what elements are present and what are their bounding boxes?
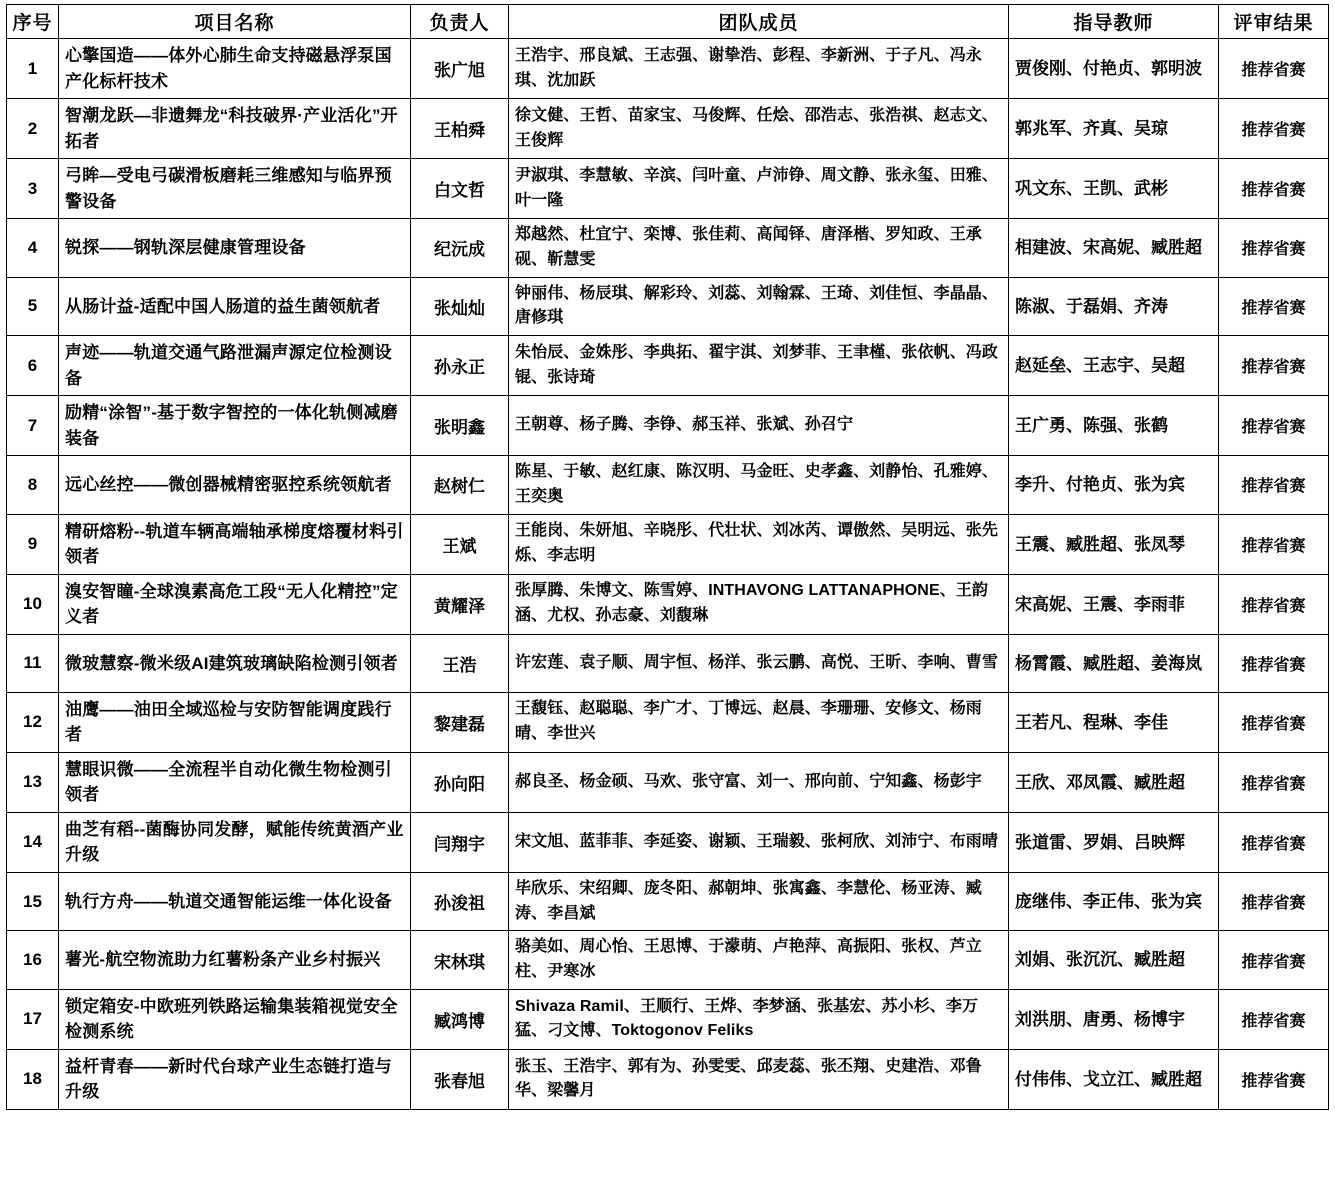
- cell-index: 17: [7, 989, 59, 1049]
- cell-result: 推荐省赛: [1219, 159, 1329, 219]
- cell-members: 宋文旭、蓝菲菲、李延姿、谢颖、王瑞毅、张柯欣、刘沛宁、布雨晴: [509, 812, 1009, 872]
- cell-leader: 张春旭: [411, 1049, 509, 1109]
- cell-leader: 王斌: [411, 514, 509, 574]
- cell-result: 推荐省赛: [1219, 872, 1329, 931]
- cell-members: 徐文健、王哲、苗家宝、马俊辉、任烩、邵浩志、张浩祺、赵志文、王俊辉: [509, 99, 1009, 159]
- cell-mentors: 张道雷、罗娟、吕映辉: [1009, 812, 1219, 872]
- cell-members: Shivaza Ramil、王顺行、王烨、李梦涵、张基宏、苏小杉、李万猛、刁文博、Toktogonov Feliks: [509, 989, 1009, 1049]
- cell-project: 锁定箱安-中欧班列铁路运输集装箱视觉安全检测系统: [59, 989, 411, 1049]
- table-row: [7, 574, 1329, 634]
- cell-leader: 张明鑫: [411, 396, 509, 456]
- cell-project: 从肠计益-适配中国人肠道的益生菌领航者: [59, 277, 411, 336]
- cell-leader: 黄耀泽: [411, 574, 509, 634]
- cell-mentors: 陈淑、于磊娟、齐涛: [1009, 277, 1219, 336]
- review-results-table: [6, 4, 1329, 1110]
- table-row: [7, 396, 1329, 456]
- column-header-result: 评审结果: [1219, 5, 1329, 39]
- table-body: [7, 39, 1329, 1110]
- column-header-leader: 负责人: [411, 5, 509, 39]
- table-row: [7, 752, 1329, 812]
- cell-index: 7: [7, 396, 59, 456]
- cell-members: 陈星、于敏、赵红康、陈汉明、马金旺、史孝鑫、刘静怡、孔雅婷、王奕奥: [509, 456, 1009, 515]
- cell-result: 推荐省赛: [1219, 39, 1329, 99]
- table-row: [7, 39, 1329, 99]
- cell-members: 张玉、王浩宇、郭有为、孙雯雯、邱麦蕊、张丕翔、史建浩、邓鲁华、梁馨月: [509, 1049, 1009, 1109]
- cell-result: 推荐省赛: [1219, 634, 1329, 692]
- cell-mentors: 王广勇、陈强、张鹤: [1009, 396, 1219, 456]
- cell-members: 尹淑琪、李慧敏、辛滨、闫叶童、卢沛铮、周文静、张永玺、田雅、叶一隆: [509, 159, 1009, 219]
- cell-project: 薯光-航空物流助力红薯粉条产业乡村振兴: [59, 931, 411, 990]
- cell-project: 心擎国造——体外心肺生命支持磁悬浮泵国产化标杆技术: [59, 39, 411, 99]
- cell-project: 智潮龙跃—非遗舞龙“科技破界·产业活化”开拓者: [59, 99, 411, 159]
- cell-result: 推荐省赛: [1219, 396, 1329, 456]
- table-row: [7, 931, 1329, 990]
- cell-mentors: 宋高妮、王震、李雨菲: [1009, 574, 1219, 634]
- cell-members: 毕欣乐、宋绍卿、庞冬阳、郝朝坤、张寓鑫、李慧伦、杨亚涛、臧涛、李昌斌: [509, 872, 1009, 931]
- table-row: [7, 456, 1329, 515]
- cell-mentors: 巩文东、王凯、武彬: [1009, 159, 1219, 219]
- cell-leader: 纪沅成: [411, 219, 509, 278]
- cell-index: 12: [7, 692, 59, 752]
- cell-result: 推荐省赛: [1219, 456, 1329, 515]
- cell-index: 9: [7, 514, 59, 574]
- cell-project: 锐探——钢轨深层健康管理设备: [59, 219, 411, 278]
- cell-result: 推荐省赛: [1219, 752, 1329, 812]
- column-header-index: 序号: [7, 5, 59, 39]
- cell-project: 曲芝有稻--菌酶协同发酵，赋能传统黄酒产业升级: [59, 812, 411, 872]
- cell-index: 1: [7, 39, 59, 99]
- cell-leader: 孙浚祖: [411, 872, 509, 931]
- column-header-members: 团队成员: [509, 5, 1009, 39]
- cell-index: 10: [7, 574, 59, 634]
- table-row: [7, 159, 1329, 219]
- table-row: [7, 989, 1329, 1049]
- cell-result: 推荐省赛: [1219, 219, 1329, 278]
- cell-leader: 王柏舜: [411, 99, 509, 159]
- cell-project: 益杆青春——新时代台球产业生态链打造与升级: [59, 1049, 411, 1109]
- cell-mentors: 王欣、邓凤霞、臧胜超: [1009, 752, 1219, 812]
- cell-members: 骆美如、周心怡、王思博、于濛萌、卢艳萍、高振阳、张权、芦立柱、尹寒冰: [509, 931, 1009, 990]
- table-row: [7, 514, 1329, 574]
- cell-mentors: 贾俊刚、付艳贞、郭明波: [1009, 39, 1219, 99]
- cell-leader: 宋林琪: [411, 931, 509, 990]
- cell-index: 8: [7, 456, 59, 515]
- cell-mentors: 庞继伟、李正伟、张为宾: [1009, 872, 1219, 931]
- cell-project: 远心丝控——微创器械精密驱控系统领航者: [59, 456, 411, 515]
- cell-mentors: 郭兆军、齐真、吴琼: [1009, 99, 1219, 159]
- cell-project: 弓眸—受电弓碳滑板磨耗三维感知与临界预警设备: [59, 159, 411, 219]
- cell-index: 14: [7, 812, 59, 872]
- cell-result: 推荐省赛: [1219, 574, 1329, 634]
- cell-index: 2: [7, 99, 59, 159]
- table-row: [7, 336, 1329, 396]
- table-header-row: [7, 5, 1329, 39]
- table-row: [7, 692, 1329, 752]
- cell-index: 6: [7, 336, 59, 396]
- cell-index: 13: [7, 752, 59, 812]
- cell-leader: 臧鸿博: [411, 989, 509, 1049]
- cell-leader: 张广旭: [411, 39, 509, 99]
- cell-result: 推荐省赛: [1219, 336, 1329, 396]
- cell-leader: 张灿灿: [411, 277, 509, 336]
- cell-index: 4: [7, 219, 59, 278]
- cell-project: 励精“涂智”-基于数字智控的一体化轨侧减磨装备: [59, 396, 411, 456]
- cell-leader: 闫翔宇: [411, 812, 509, 872]
- cell-leader: 白文哲: [411, 159, 509, 219]
- cell-result: 推荐省赛: [1219, 692, 1329, 752]
- cell-index: 5: [7, 277, 59, 336]
- cell-result: 推荐省赛: [1219, 931, 1329, 990]
- cell-result: 推荐省赛: [1219, 514, 1329, 574]
- cell-members: 钟丽伟、杨辰琪、解彩玲、刘蕊、刘翰霖、王琦、刘佳恒、李晶晶、唐修琪: [509, 277, 1009, 336]
- cell-project: 慧眼识微——全流程半自动化微生物检测引领者: [59, 752, 411, 812]
- cell-leader: 黎建磊: [411, 692, 509, 752]
- cell-project: 精研熔粉--轨道车辆高端轴承梯度熔覆材料引领者: [59, 514, 411, 574]
- cell-index: 18: [7, 1049, 59, 1109]
- cell-mentors: 刘娟、张沉沉、臧胜超: [1009, 931, 1219, 990]
- cell-project: 油鹰——油田全域巡检与安防智能调度践行者: [59, 692, 411, 752]
- cell-members: 郝良圣、杨金硕、马欢、张守富、刘一、邢向前、宁知鑫、杨彭宇: [509, 752, 1009, 812]
- cell-mentors: 付伟伟、戈立江、臧胜超: [1009, 1049, 1219, 1109]
- cell-mentors: 王若凡、程琳、李佳: [1009, 692, 1219, 752]
- cell-leader: 孙永正: [411, 336, 509, 396]
- cell-result: 推荐省赛: [1219, 812, 1329, 872]
- cell-index: 3: [7, 159, 59, 219]
- cell-result: 推荐省赛: [1219, 989, 1329, 1049]
- table-row: [7, 634, 1329, 692]
- cell-project: 声迹——轨道交通气路泄漏声源定位检测设备: [59, 336, 411, 396]
- column-header-mentors: 指导教师: [1009, 5, 1219, 39]
- cell-members: 朱怡辰、金姝彤、李典拓、翟宇淇、刘梦菲、王聿槿、张依帆、冯政锟、张诗琦: [509, 336, 1009, 396]
- cell-project: 轨行方舟——轨道交通智能运维一体化设备: [59, 872, 411, 931]
- table-row: [7, 1049, 1329, 1109]
- cell-leader: 王浩: [411, 634, 509, 692]
- table-row: [7, 872, 1329, 931]
- cell-mentors: 李升、付艳贞、张为宾: [1009, 456, 1219, 515]
- cell-members: 郑越然、杜宜宁、栾博、张佳莉、高闻铎、唐泽楷、罗知政、王承砚、靳慧雯: [509, 219, 1009, 278]
- table-row: [7, 99, 1329, 159]
- cell-members: 王浩宇、邢良斌、王志强、谢挚浩、彭程、李新洲、于子凡、冯永琪、沈加跃: [509, 39, 1009, 99]
- cell-leader: 赵树仁: [411, 456, 509, 515]
- cell-mentors: 相建波、宋高妮、臧胜超: [1009, 219, 1219, 278]
- cell-leader: 孙向阳: [411, 752, 509, 812]
- cell-mentors: 杨霄霞、臧胜超、姜海岚: [1009, 634, 1219, 692]
- cell-mentors: 刘洪朋、唐勇、杨博宇: [1009, 989, 1219, 1049]
- cell-result: 推荐省赛: [1219, 1049, 1329, 1109]
- cell-mentors: 王震、臧胜超、张凤琴: [1009, 514, 1219, 574]
- cell-project: 微玻慧察-微米级AI建筑玻璃缺陷检测引领者: [59, 634, 411, 692]
- cell-members: 许宏莲、袁子顺、周宇恒、杨洋、张云鹏、高悦、王昕、李响、曹雪: [509, 634, 1009, 692]
- cell-result: 推荐省赛: [1219, 99, 1329, 159]
- cell-mentors: 赵延垒、王志宇、吴超: [1009, 336, 1219, 396]
- table-row: [7, 277, 1329, 336]
- table-row: [7, 219, 1329, 278]
- cell-members: 王馥钰、赵聪聪、李广才、丁博远、赵晨、李珊珊、安修文、杨雨晴、李世兴: [509, 692, 1009, 752]
- cell-project: 溴安智瞳-全球溴素高危工段“无人化精控”定义者: [59, 574, 411, 634]
- cell-index: 11: [7, 634, 59, 692]
- cell-members: 王朝尊、杨子腾、李铮、郝玉祥、张斌、孙召宁: [509, 396, 1009, 456]
- column-header-project: 项目名称: [59, 5, 411, 39]
- cell-index: 15: [7, 872, 59, 931]
- cell-index: 16: [7, 931, 59, 990]
- cell-result: 推荐省赛: [1219, 277, 1329, 336]
- cell-members: 王能岗、朱妍旭、辛晓彤、代壮状、刘冰芮、谭傲然、吴明远、张先烁、李志明: [509, 514, 1009, 574]
- cell-members: 张厚腾、朱博文、陈雪婷、INTHAVONG LATTANAPHONE、王韵涵、尤权、孙志豪、刘馥琳: [509, 574, 1009, 634]
- table-row: [7, 812, 1329, 872]
